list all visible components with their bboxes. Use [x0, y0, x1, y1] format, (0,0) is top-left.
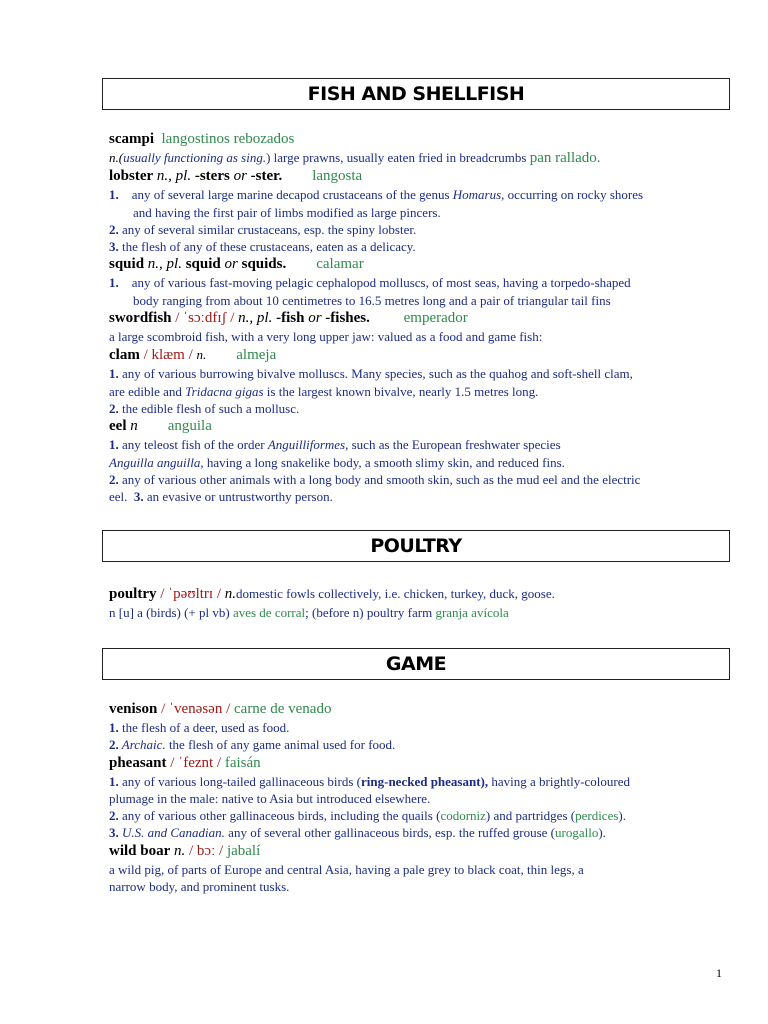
section-header-game [102, 648, 730, 680]
entry-squid-headword: squid n., pl. squid or squids. calamar [109, 256, 364, 273]
section-header-fish [102, 78, 730, 110]
entry-lobster-def-3: 3. the flesh of any of these crustaceans, eaten as a delicacy. [109, 239, 416, 255]
entry-eel-def-1: 1. any teleost fish of the order Anguilliformes, such as the European freshwater species [109, 437, 561, 453]
entry-poultry-usage: n [u] a (birds) (+ pl vb) aves de corral; (before n) poultry farm granja avícola [109, 605, 509, 620]
poultry-entries [109, 584, 759, 621]
entry-wild-boar-headword: wild boar n. / bɔː / jabalí [109, 842, 261, 859]
game-entries [109, 700, 759, 895]
fish-entries [109, 130, 759, 505]
entry-squid-def-1: 1. any of various fast-moving pelagic cephalopod molluscs, of most seas, having a torpedo-shaped [109, 275, 631, 291]
section-title: POULTRY [370, 535, 462, 557]
entry-lobster-def-1-cont: and having the first pair of limbs modified as large pincers. [133, 204, 441, 220]
entry-eel-def-1-cont: Anguilla anguilla, having a long snakelike body, a smooth slimy skin, and reduced fins. [109, 454, 565, 470]
entry-lobster-headword: lobster n., pl. -sters or -ster. langosta [109, 168, 363, 185]
entry-venison-def-1: 1. the flesh of a deer, used as food. [109, 720, 290, 735]
page-number: 1 [716, 966, 722, 980]
entry-swordfish-def: a large scombroid fish, with a very long upper jaw: valued as a food and game fish: [109, 329, 543, 345]
entry-clam-def-1-cont: are edible and Tridacna gigas is the largest known bivalve, nearly 1.5 metres long. [109, 383, 539, 399]
entry-lobster-def-2: 2. any of several similar crustaceans, esp. the spiny lobster. [109, 221, 417, 237]
entry-clam-def-1: 1. any of various burrowing bivalve molluscs. Many species, such as the quahog and soft-shell clam, [109, 366, 633, 382]
entry-pheasant-headword: pheasant / ˈfeznt / faisán [109, 754, 261, 771]
section-header-poultry [102, 530, 730, 562]
entry-clam-def-2: 2. the edible flesh of such a mollusc. [109, 400, 300, 416]
section-title: GAME [385, 653, 447, 675]
entry-wild-boar-def-cont: narrow body, and prominent tusks. [109, 879, 290, 895]
entry-clam-headword: clam / klæm / n. almeja [109, 347, 277, 364]
entry-scampi-definition: n.(usually functioning as sing.) large prawns, usually eaten fried in breadcrumbs pan rallado. [109, 150, 601, 166]
entry-squid-def-1-cont: body ranging from about 10 centimetres to 16.5 metres long and a pair of triangular tail fins [133, 292, 611, 308]
entry-wild-boar-def: a wild pig, of parts of Europe and central Asia, having a pale grey to black coat, thin legs, a [109, 861, 584, 877]
entry-pheasant-def-2: 2. any of various other gallinaceous birds, including the quails (codorniz) and partridges (perdices). [109, 808, 626, 824]
entry-eel-def-2: 2. any of various other animals with a long body and smooth skin, such as the mud eel and the electric [109, 471, 641, 487]
entry-swordfish-headword: swordfish / ˈsɔːdfɪʃ / n., pl. -fish or -fishes. emperador [109, 310, 468, 327]
entry-scampi-headword: scampi langostinos rebozados [109, 131, 295, 147]
entry-eel-def-2-cont: eel. 3. an evasive or untrustworthy person. [109, 489, 333, 505]
entry-eel-headword: eel n anguila [109, 418, 212, 435]
entry-venison-def-2: 2. Archaic. the flesh of any game animal used for food. [109, 737, 396, 753]
entry-lobster-def-1: 1. any of several large marine decapod crustaceans of the genus Homarus, occurring on rocky shores [109, 187, 644, 203]
entry-venison-headword: venison / ˈvenəsən / carne de venado [109, 701, 332, 717]
entry-pheasant-def-1-cont: plumage in the male: native to Asia but introduced elsewhere. [109, 790, 431, 806]
entry-poultry-headword: poultry / ˈpəʊltrɪ / n.domestic fowls collectively, i.e. chicken, turkey, duck, goose. [109, 586, 555, 602]
section-title: FISH AND SHELLFISH [307, 83, 525, 105]
entry-pheasant-def-1: 1. any of various long-tailed gallinaceous birds (ring-necked pheasant), having a brightly-coloured [109, 773, 631, 789]
entry-pheasant-def-3: 3. U.S. and Canadian. any of several other gallinaceous birds, esp. the ruffed grouse (urogallo). [109, 825, 606, 841]
